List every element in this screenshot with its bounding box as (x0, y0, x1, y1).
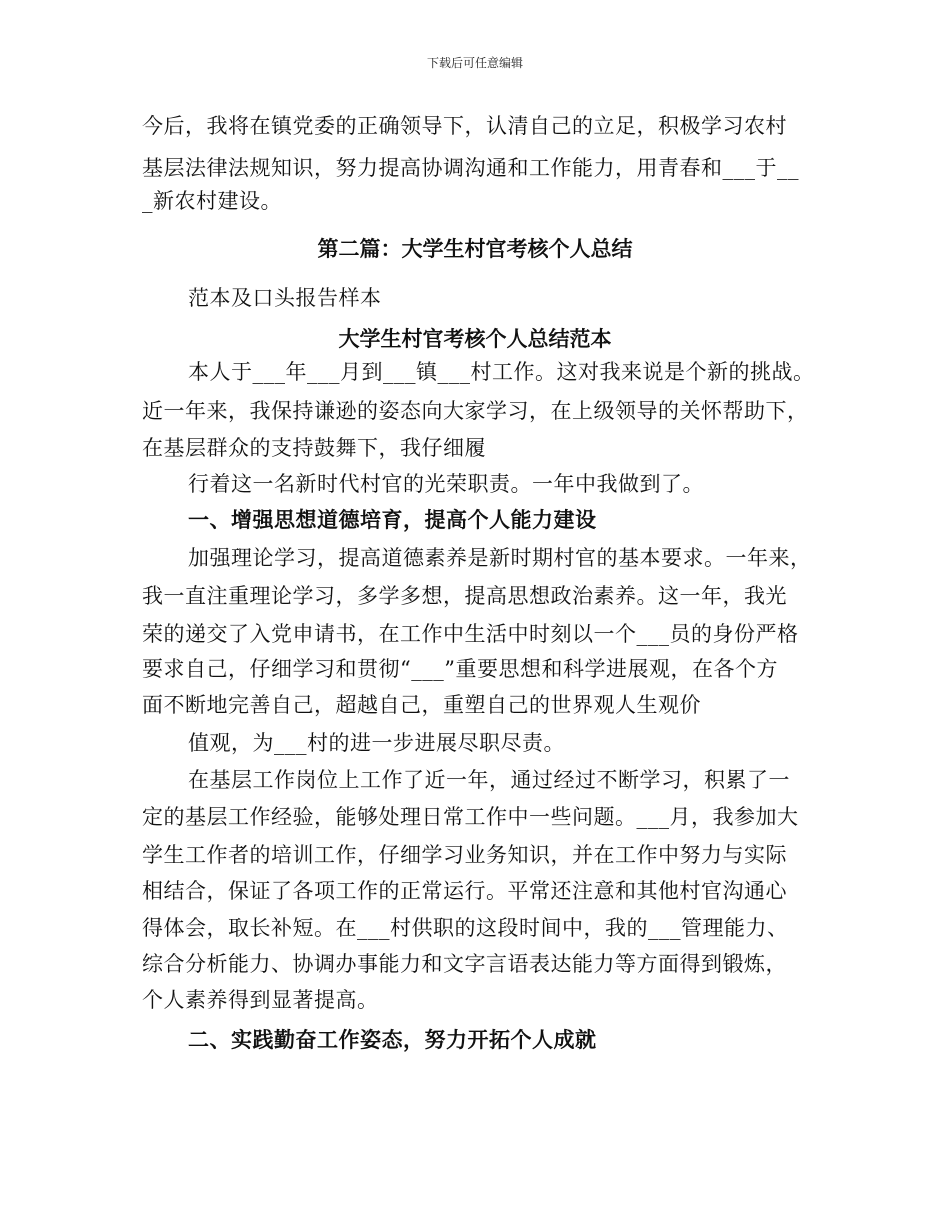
body-line: 本人于___年___月到___镇___村工作。这对我来说是个新的挑战。 (188, 360, 815, 384)
document-title: 大学生村官考核个人总结范本 (338, 326, 612, 351)
body-line: 得体会，取长补短。在___村供职的这段时间中，我的___管理能力、 (142, 916, 789, 940)
heading-one: 一、增强思想道德培育，提高个人能力建设 (188, 507, 597, 532)
body-line: 要求自己，仔细学习和贯彻“___”重要思想和科学进展观，在各个方 (142, 657, 778, 681)
body-line: 近一年来，我保持谦逊的姿态向大家学习，在上级领导的关怀帮助下， (142, 399, 809, 423)
body-line: 个人素养得到显著提高。 (142, 988, 379, 1012)
body-line: 荣的递交了入党申请书，在工作中生活中时刻以一个___员的身份严格 (142, 622, 799, 646)
body-line: 我一直注重理论学习，多学多想，提高思想政治素养。这一年，我光 (142, 584, 787, 608)
body-line: 面不断地完善自己，超越自己，重塑自己的世界观人生观价 (142, 693, 701, 717)
header-note: 下载后可任意编辑 (426, 56, 523, 70)
body-line: 学生工作者的培训工作，仔细学习业务知识，并在工作中努力与实际 (142, 843, 787, 867)
body-line: 加强理论学习，提高道德素养是新时期村官的基本要求。一年来， (188, 546, 812, 570)
body-line: 定的基层工作经验，能够处理日常工作中一些问题。___月，我参加大 (142, 805, 799, 829)
heading-two: 二、实践勤奋工作姿态，努力开拓个人成就 (188, 1027, 597, 1052)
section-title: 第二篇：大学生村官考核个人总结 (317, 236, 633, 261)
body-line: 综合分析能力、协调办事能力和文字言语表达能力等方面得到锻炼， (142, 952, 787, 976)
body-line: 在基层工作岗位上工作了近一年，通过经过不断学习，积累了一 (188, 768, 790, 792)
body-line: 值观，为___村的进一步进展尽职尽责。 (188, 731, 565, 755)
paragraph-line: 今后，我将在镇党委的正确领导下，认清自己的立足，积极学习农村 (142, 114, 787, 138)
body-line: 在基层群众的支持鼓舞下，我仔细履 (142, 436, 486, 460)
paragraph-line: 基层法律法规知识，努力提高协调沟通和工作能力，用青春和___于__ (142, 156, 799, 180)
body-line: 相结合，保证了各项工作的正常运行。平常还注意和其他村官沟通心 (142, 879, 787, 903)
subtitle: 范本及口头报告样本 (188, 286, 382, 310)
paragraph-line: _新农村建设。 (142, 189, 282, 213)
body-line: 行着这一名新时代村官的光荣职责。一年中我做到了。 (188, 472, 704, 496)
